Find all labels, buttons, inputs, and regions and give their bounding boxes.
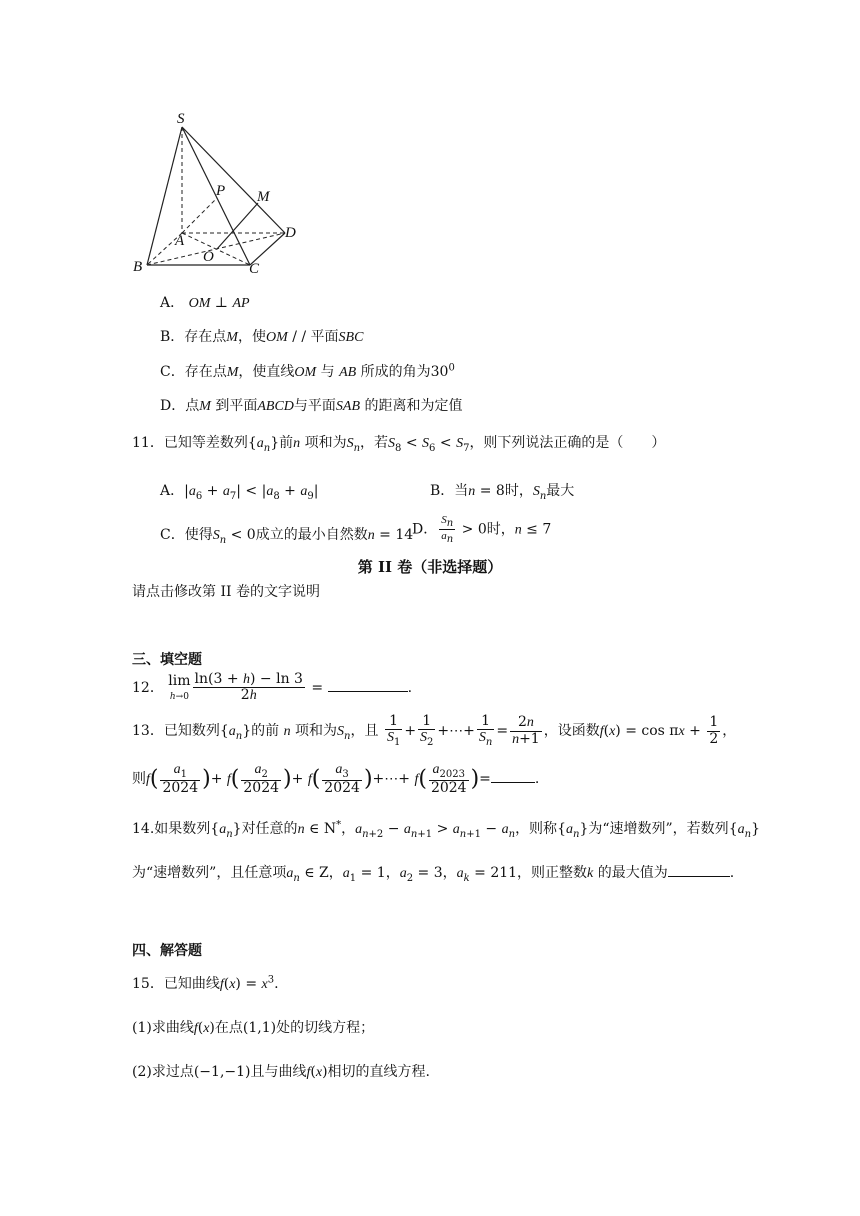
label-D: D [285,225,296,241]
q11-option-a: A．$|a_6 + a_7| < |a_8 + a_9|$ [160,483,319,502]
q10-c-text-1: 存在点 [184,364,227,380]
q15-stem: 15．已知曲线$f(x) = x^3$. [132,974,279,992]
q10-option-d: D．点M 到平面ABCD与平面SAB 的距离和为定值 [160,398,463,414]
q11-b-text-1: 当 [454,483,469,499]
q13-line2: 则f( $\frac{a_1}{2024}$ )+ f( $\frac{a_2}{2024}$ )+ f( $\frac{a_3}{2024}$ )+⋯+ f( $\frac{a_{2023}}{2024}$ )= . [132,762,540,796]
option-label: A． [160,483,185,499]
question-number: 13． [132,723,164,740]
q11-d-text-1: 时， [486,521,515,538]
section-3-title: 三、填空题 [132,652,202,668]
q10-c-text-2: ，使直线 [238,364,295,380]
option-label: D． [160,398,186,414]
q10-option-a: A． OM ⊥ AP [160,295,250,311]
q13-text-2: 的前 [251,723,280,740]
part-2-title: 第 II 卷（非选择题） [357,558,503,576]
q12-stem: 12． lim h→0 $\frac{\ln(3 + h) - \ln 3}{2h}$ = . [132,671,413,704]
q15-text-1: 已知曲线 [163,976,220,992]
label-A: A [175,233,185,249]
diagonal-BD [147,233,285,265]
q14-text-5: 为“速增数列”，且任意项 [132,865,287,881]
q13-text-5: ，设函数 [543,723,600,740]
option-label: D． [412,521,438,538]
q15-p2-text-c: 相切的直线方程. [327,1064,430,1080]
q14-text-3: ，则称 [515,821,558,837]
q14-line1: 14.如果数列$\{a_n\}$对任意的n ∈ N*，$a_{n+2} - a_{n+1} > a_{n+1} - a_n$，则称$\{a_n\}$为“速增数列”，若数列$\{a_n\}$ [132,819,760,840]
q10-b-text-3: 平面 [310,329,339,345]
q15-p2-text-b: 且与曲线 [250,1064,307,1080]
label-C: C [249,261,260,277]
q14-line2: 为“速增数列”，且任意项$a_n$ ∈ Z，$a_1 = 1$，$a_2 = 3$，$a_k = 211$，则正整数k 的最大值为 . [132,865,735,884]
q11-text-5: ，则下列说法正确的是（ ） [469,435,666,451]
answer-blank[interactable] [328,690,408,692]
label-M: M [257,189,270,205]
option-label: C． [160,364,185,380]
part-2-note: 请点击修改第 II 卷的文字说明 [132,584,320,600]
q15-p2-text-a: (2)求过点 [132,1064,194,1080]
q11-option-d: D． $\frac{S_n}{a_n}$ > 0时，n ≤ 7 [412,514,552,546]
q11-option-b: B．当n = 8时，$S_n$最大 [430,483,575,502]
q14-text-1: 如果数列 [154,821,211,837]
q11-text-4: ，若 [360,435,389,451]
q11-text-3: 项和为 [304,435,347,451]
question-number: 14. [132,821,155,837]
q15-part-1: (1)求曲线f(x)在点(1,1)处的切线方程； [132,1020,375,1036]
q10-d-text-4: 的距离和为定值 [364,398,463,414]
q13-text-1: 已知数列 [163,723,220,740]
answer-blank[interactable] [668,875,730,877]
option-label: B． [160,329,185,345]
q14-text-6: ，则正整数 [517,865,588,881]
q10-option-c: C．存在点M，使直线OM 与 AB 所成的角为$30^0$ [160,362,455,380]
q13-stem: 13．已知数列$\{a_n\}$的前 n 项和为$S_n$，且 $\frac{1}{S_1}$ + $\frac{1}{S_2}$ +⋯+ $\frac{1}{S_n}$ = $\frac{2n}{n+1}$ ，设函数f(x) = cos πx + $\frac{1}{2}$ ， [132,713,737,749]
q15-p1-text-b: 在点 [214,1020,243,1036]
q11-c-text-1: 使得 [184,527,213,543]
q10-b-text-2: ，使 [237,329,266,345]
option-label: B． [430,483,455,499]
q14-text-4: 为“速增数列”，若数列 [588,821,729,837]
q15-p1-text-c: 处的切线方程； [276,1020,375,1036]
q10-c-text-3: 与 [320,364,335,380]
question-number: 15． [132,976,164,992]
section-4-title: 四、解答题 [132,943,202,959]
question-number: 12． [132,679,164,696]
q11-c-text-2: 成立的最小自然数 [255,527,368,543]
q10-d-text-3: 与平面 [293,398,336,414]
q11-option-c: C．使得$S_n < 0$成立的最小自然数n = 14 [160,527,414,546]
segment-AP [182,198,217,233]
question-number: 11． [132,435,164,451]
q14-text-2: 对任意的 [241,821,298,837]
label-O: O [203,249,214,265]
q11-b-text-2: 时， [504,483,533,499]
label-P: P [216,183,226,199]
option-label: C． [160,527,185,543]
q10-c-text-4: 所成的角为 [360,364,431,380]
q10-b-text-1: 存在点 [184,329,227,345]
q11-b-text-3: 最大 [546,483,575,499]
q10-d-text-2: 到平面 [215,398,258,414]
label-S: S [177,111,185,127]
q15-p1-text-a: (1)求曲线 [132,1020,194,1036]
q10-d-text-1: 点 [185,398,200,414]
q11-stem: 11．已知等差数列$\{a_n\}$前n 项和为$S_n$，若$S_8 < S_6 < S_7$，则下列说法正确的是（ ） [132,435,666,454]
option-label: A． [160,295,185,311]
q13-text-3: 项和为 [295,723,338,740]
answer-blank[interactable] [491,781,535,783]
q14-text-7: 的最大值为 [597,865,668,881]
q10-option-b: B．存在点M，使OM / / 平面SBC [160,329,364,345]
q13-text-4: ，且 [350,723,379,740]
label-B: B [133,259,143,275]
pyramid-figure [125,105,315,280]
q11-text-1: 已知等差数列 [163,435,248,451]
q15-part-2: (2)求过点(−1,−1)且与曲线f(x)相切的直线方程. [132,1064,430,1080]
q11-text-2: 前 [279,435,294,451]
q13-text-6: 则 [132,771,146,788]
